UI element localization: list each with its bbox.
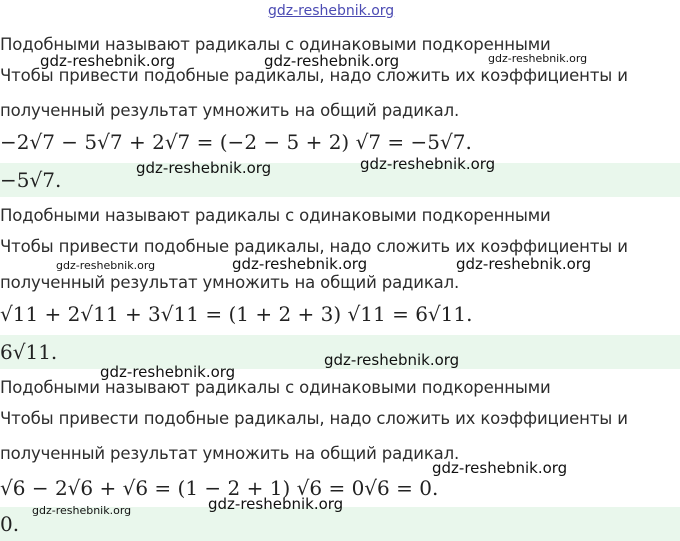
watermark-top: gdz-reshebnik.org [268,3,395,19]
calculation: √6 − 2√6 + √6 = (1 − 2 + 1) √6 = 0√6 = 0. [0,476,439,500]
watermark: gdz-reshebnik.org [264,52,400,70]
definition-text: Подобными называют радикалы с одинаковыми подкоренными [0,206,551,225]
watermark: gdz-reshebnik.org [232,255,368,273]
rule-text-line2: полученный результат умножить на общий радикал. [0,101,460,120]
watermark: gdz-reshebnik.org [40,52,176,70]
definition-text: Подобными называют радикалы с одинаковыми подкоренными [0,378,551,397]
calculation: √11 + 2√11 + 3√11 = (1 + 2 + 3) √11 = 6√11. [0,302,473,326]
answer: 0. [0,512,20,536]
watermark: gdz-reshebnik.org [136,159,272,177]
watermark: gdz-reshebnik.org [456,255,592,273]
watermark: gdz-reshebnik.org [324,351,460,369]
definition-text: Подобными называют радикалы с одинаковыми подкоренными [0,35,551,54]
answer: −5√7. [0,168,62,192]
watermark: gdz-reshebnik.org [488,52,588,65]
rule-text-line2: полученный результат умножить на общий радикал. [0,273,460,292]
watermark: gdz-reshebnik.org [208,495,344,513]
rule-text-line1: Чтобы привести подобные радикалы, надо сложить их коэффициенты и [0,237,628,256]
watermark: gdz-reshebnik.org [32,504,132,517]
answer: 6√11. [0,340,58,364]
rule-text-line2: полученный результат умножить на общий радикал. [0,444,460,463]
watermark: gdz-reshebnik.org [56,259,156,272]
watermark: gdz-reshebnik.org [360,155,496,173]
answer-band [0,163,680,197]
rule-text-line1: Чтобы привести подобные радикалы, надо сложить их коэффициенты и [0,66,628,85]
watermark: gdz-reshebnik.org [432,459,568,477]
rule-text-line1: Чтобы привести подобные радикалы, надо сложить их коэффициенты и [0,409,628,428]
watermark: gdz-reshebnik.org [100,363,236,381]
calculation: −2√7 − 5√7 + 2√7 = (−2 − 5 + 2) √7 = −5√7. [0,130,472,154]
